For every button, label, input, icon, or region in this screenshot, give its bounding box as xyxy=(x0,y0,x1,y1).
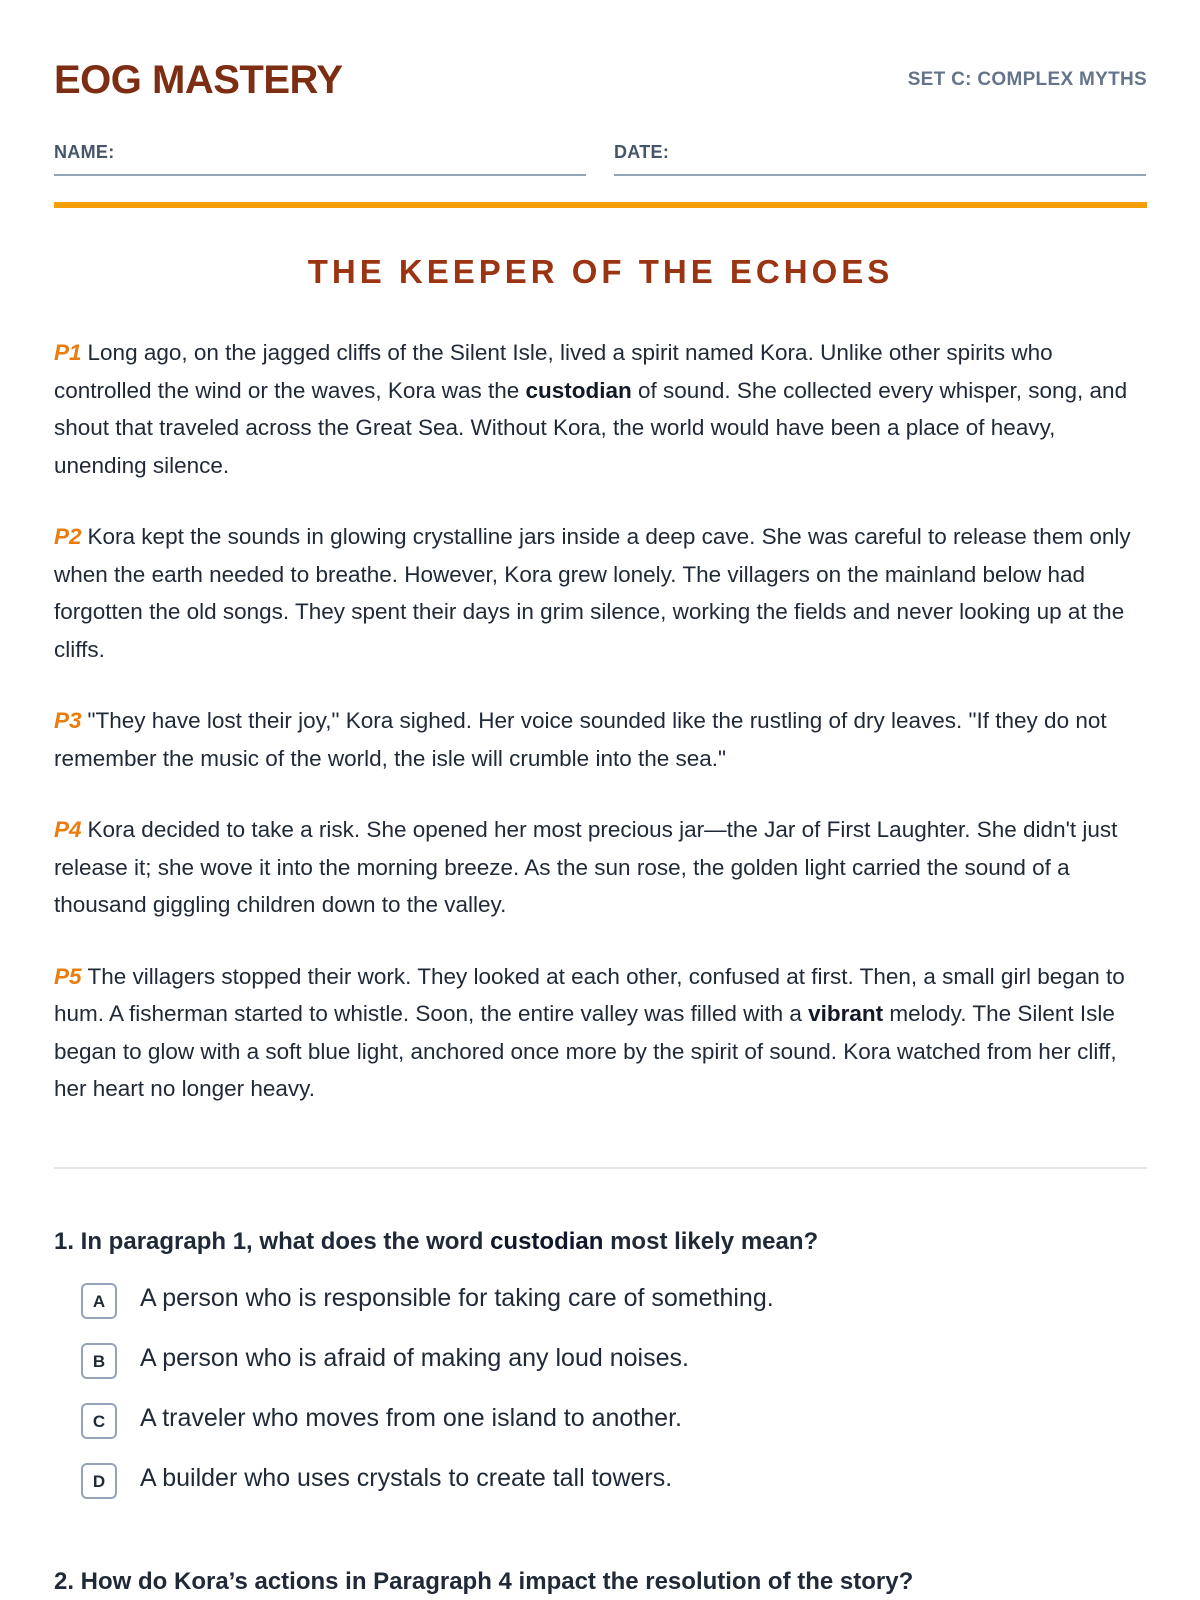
paragraph-label: P2 xyxy=(54,524,82,549)
option-letter-box[interactable]: D xyxy=(81,1463,117,1499)
paragraph-text: Long ago, on the jagged cliffs of the Silent Isle, lived a spirit named Kora. Unlike other spirits who controlled the wind or the waves, Kora was the xyxy=(54,340,1053,403)
vocab-word-custodian: custodian xyxy=(525,377,632,403)
worksheet-header xyxy=(54,56,1147,104)
question-1 xyxy=(54,1226,1147,1518)
question-1-text xyxy=(54,1226,1147,1258)
paragraph-text: Kora decided to take a risk. She opened her most precious jar—the Jar of First Laughter. She didn't just release it; she wove it into the morning breeze. As the sun rose, the golden light carried the sound of a thousand giggling children down to the valley. xyxy=(54,817,1118,917)
header-divider xyxy=(54,202,1147,208)
paragraph-text: Kora kept the sounds in glowing crystalline jars inside a deep cave. She was careful to release them only when the earth needed to breathe. However, Kora grew lonely. The villagers on the mainland below had forgotten the old songs. They spent their days in grim silence, working the fields and never looking up at the cliffs. xyxy=(54,524,1131,662)
option-letter-box[interactable]: B xyxy=(81,1343,117,1379)
story-title: THE KEEPER OF THE ECHOES xyxy=(307,253,894,290)
answer-option-b[interactable] xyxy=(81,1338,1147,1398)
answer-option-a[interactable] xyxy=(81,1278,1147,1338)
question-text-part: most likely mean? xyxy=(603,1228,819,1255)
option-text: A person who is responsible for taking care of something. xyxy=(140,1284,774,1312)
date-field[interactable] xyxy=(614,138,1146,176)
story-passage xyxy=(54,334,1147,1142)
paragraph-3 xyxy=(54,702,1147,777)
option-text: A builder who uses crystals to create tall towers. xyxy=(140,1464,673,1492)
paragraph-label: P4 xyxy=(54,817,82,842)
option-text: A traveler who moves from one island to another. xyxy=(140,1404,682,1432)
paragraph-label: P5 xyxy=(54,963,82,989)
section-divider xyxy=(54,1167,1147,1169)
question-2-text: 2. How do Kora’s actions in Paragraph 4 impact the resolution of the story? xyxy=(54,1568,914,1595)
option-letter-box[interactable]: C xyxy=(81,1403,117,1439)
answer-option-c[interactable] xyxy=(81,1398,1147,1458)
paragraph-text: melody. The Silent Isle began to glow with a soft blue light, anchored once more by the spirit of sound. Kora watched from her cliff, her heart no longer heavy. xyxy=(54,1001,1117,1101)
paragraph-label: P1 xyxy=(54,340,82,365)
brand-title: EOG MASTERY xyxy=(54,58,343,102)
option-text: A person who is afraid of making any loud noises. xyxy=(140,1344,689,1372)
date-label: DATE: xyxy=(614,142,670,162)
question-vocab-word: custodian xyxy=(490,1228,604,1255)
option-letter-box[interactable]: A xyxy=(81,1283,117,1319)
paragraph-2 xyxy=(54,518,1147,668)
paragraph-1 xyxy=(54,334,1147,484)
paragraph-text: of sound. She collected every whisper, song, and shout that traveled across the Great Sea. Without Kora, the world would have been a place of heavy, unending silence. xyxy=(54,377,1128,478)
name-field[interactable] xyxy=(54,138,586,176)
answer-option-d[interactable] xyxy=(81,1458,1147,1518)
paragraph-5 xyxy=(54,958,1147,1108)
paragraph-text: "They have lost their joy," Kora sighed. Her voice sounded like the rustling of dry leaves. "If they do not remember the music of the world, the isle will crumble into the sea." xyxy=(54,708,1107,771)
student-fields xyxy=(54,138,1147,178)
set-label: SET C: COMPLEX MYTHS xyxy=(907,69,1147,90)
question-text-part: 1. In paragraph 1, what does the word xyxy=(54,1228,491,1255)
paragraph-text: The villagers stopped their work. They looked at each other, confused at first. Then, a small girl began to hum. A fisherman started to whistle. Soon, the entire valley was filled with a xyxy=(54,963,1125,1026)
paragraph-label: P3 xyxy=(54,708,82,733)
vocab-word-vibrant: vibrant xyxy=(808,1001,884,1026)
name-label: NAME: xyxy=(54,142,115,162)
paragraph-4 xyxy=(54,811,1147,924)
